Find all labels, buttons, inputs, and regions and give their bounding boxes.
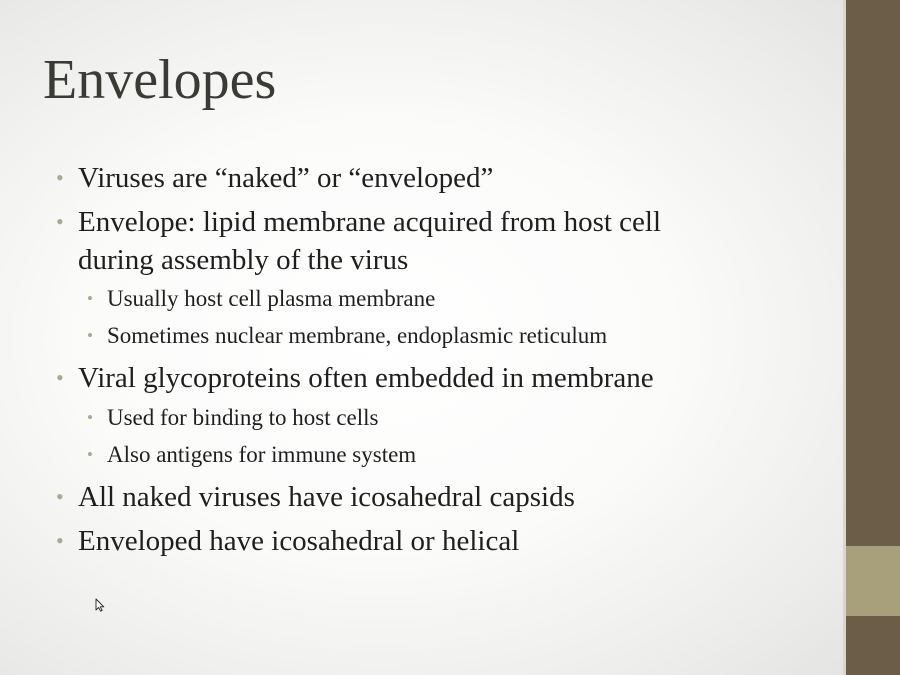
bullet-dot-icon: • [87,408,93,427]
bullet-text: All naked viruses have icosahedral capsids [78,481,575,513]
bullet-item [56,203,662,241]
slide-title: Envelopes [43,49,277,111]
bullet-dot-icon: • [87,289,93,308]
bullet-text: Used for binding to host cells [107,405,379,430]
sub-bullet-item [87,399,379,437]
bullet-text: Usually host cell plasma membrane [107,286,436,311]
bullet-text: Enveloped have icosahedral or helical [78,525,520,557]
sub-bullet-item [87,280,436,318]
bullet-item [56,159,494,197]
sub-bullet-item [87,436,417,474]
bullet-item [56,478,575,516]
bullet-continuation [78,241,408,279]
bullet-text: Also antigens for immune system [107,442,417,467]
bullet-dot-icon: • [87,326,93,345]
bullet-text: Viruses are “naked” or “enveloped” [78,162,494,194]
bullet-text: during assembly of the virus [78,244,409,276]
bullet-text: Sometimes nuclear membrane, endoplasmic reticulum [107,323,608,348]
bullet-dot-icon: • [87,445,93,464]
bullet-dot-icon: • [56,209,64,234]
sub-bullet-item [87,317,608,355]
bullet-text: Envelope: lipid membrane acquired from host cell [78,206,662,238]
bullet-dot-icon: • [56,365,64,390]
bullet-dot-icon: • [56,528,64,553]
bullet-text: Viral glycoproteins often embedded in membrane [78,362,654,394]
mouse-pointer-icon [95,598,105,612]
bullet-item [56,522,520,560]
sidebar-accent-block [846,546,900,616]
bullet-dot-icon: • [56,165,64,190]
bullet-item [56,359,654,397]
bullet-dot-icon: • [56,484,64,509]
